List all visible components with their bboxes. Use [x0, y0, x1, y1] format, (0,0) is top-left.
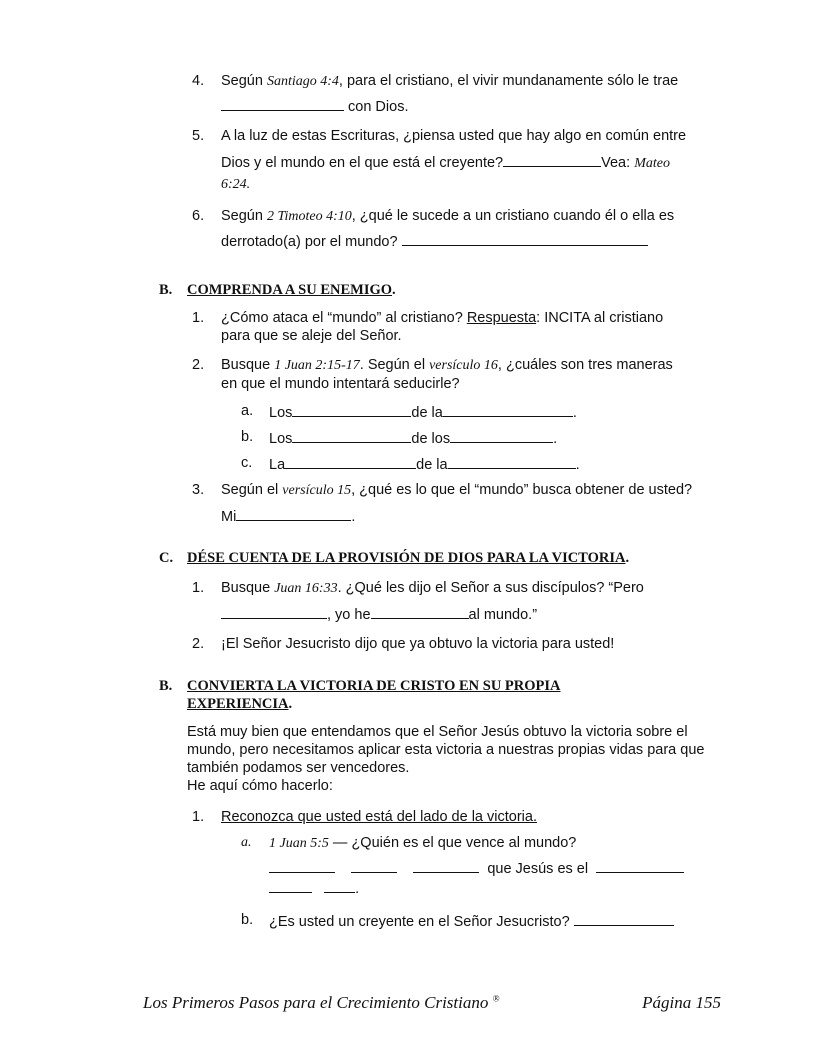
question-3-line2: Mi .: [221, 506, 355, 526]
question-6-text: Según 2 Timoteo 4:10, ¿qué le sucede a un cristiano cuando él o ella es: [221, 208, 675, 224]
answer-blank[interactable]: [292, 428, 411, 443]
question-4-line2: con Dios.: [221, 96, 408, 116]
list-item: 1 Juan 5:5 — ¿Quién es el que vence al mundo?: [269, 835, 577, 851]
answer-blank[interactable]: [221, 96, 344, 111]
scripture-ref: Juan 16:33: [274, 581, 338, 596]
question-1-text: Reconozca que usted está del lado de la victoria.: [221, 809, 537, 825]
answer-blank[interactable]: [221, 604, 327, 619]
question-5-text: A la luz de estas Escrituras, ¿piensa usted que hay algo en común entre: [221, 128, 687, 144]
question-4-text: Según Santiago 4:4, para el cristiano, el vivir mundanamente sólo le trae: [221, 73, 679, 89]
list-item: Los de los .: [269, 428, 557, 448]
question-2-text: Busque 1 Juan 2:15-17. Según el versículo 16, ¿cuáles son tres maneras: [221, 357, 673, 373]
list-item: Los de la .: [269, 402, 577, 422]
answer-blank[interactable]: [450, 428, 553, 443]
item-letter: b.: [241, 912, 254, 928]
question-number: 6.: [192, 208, 205, 224]
answer-blank[interactable]: [269, 858, 335, 873]
list-item: ¿Es usted un creyente en el Señor Jesucristo?: [269, 911, 674, 931]
page-number: Página 155: [642, 993, 721, 1012]
question-2-text: ¡El Señor Jesucristo dijo que ya obtuvo la victoria para usted!: [221, 636, 615, 652]
question-number: 4.: [192, 73, 205, 89]
answer-blank[interactable]: [236, 506, 351, 521]
section-label: C.: [159, 550, 174, 566]
question-number: 3.: [192, 482, 205, 498]
question-1-text: ¿Cómo ataca el “mundo” al cristiano? Respuesta: INCITA al cristiano: [221, 310, 664, 326]
question-1-text: Busque Juan 16:33. ¿Qué les dijo el Señor a sus discípulos? “Pero: [221, 580, 644, 596]
question-1-line2: para que se aleje del Señor.: [221, 328, 402, 344]
scripture-ref: Santiago 4:4: [266, 74, 339, 89]
answer-blank[interactable]: [402, 231, 648, 246]
answer-blank[interactable]: [351, 858, 397, 873]
answer-blank[interactable]: [574, 911, 674, 926]
question-1-line2: , yo he al mundo.”: [221, 604, 537, 624]
answer-blank[interactable]: [269, 878, 312, 893]
section-label: B.: [159, 678, 173, 694]
answer-blank[interactable]: [292, 402, 411, 417]
scripture-ref: 2 Timoteo 4:10: [266, 209, 352, 224]
section-heading: DÉSE CUENTA DE LA PROVISIÓN DE DIOS PARA LA VICTORIA.: [187, 550, 630, 566]
registered-mark: ®: [492, 993, 500, 1004]
paragraph-line: también podamos ser vencedores.: [187, 760, 410, 776]
footer-title: Los Primeros Pasos para el Crecimiento Cristiano ®: [143, 993, 500, 1012]
question-2-line2: en que el mundo intentará seducirle?: [221, 376, 460, 392]
paragraph-line: He aquí cómo hacerlo:: [187, 778, 333, 794]
question-6-line2: derrotado(a) por el mundo?: [221, 231, 648, 251]
paragraph-line: mundo, pero necesitamos aplicar esta victoria a nuestras propias vidas para que: [187, 742, 705, 758]
answer-blank[interactable]: [324, 878, 355, 893]
question-number: 2.: [192, 636, 205, 652]
scripture-ref: 1 Juan 5:5: [269, 836, 329, 851]
answer-blank[interactable]: [413, 858, 479, 873]
list-item-line3: .: [269, 878, 359, 898]
answer-blank[interactable]: [596, 858, 684, 873]
answer-blank[interactable]: [448, 454, 576, 469]
section-heading-line2: EXPERIENCIA.: [187, 696, 293, 712]
question-number: 5.: [192, 128, 205, 144]
item-letter: a.: [241, 835, 252, 850]
item-letter: b.: [241, 429, 254, 445]
item-letter: c.: [241, 455, 253, 471]
list-item: La de la .: [269, 454, 580, 474]
scripture-ref: 1 Juan 2:15-17: [274, 358, 360, 373]
answer-blank[interactable]: [503, 152, 601, 167]
question-number: 2.: [192, 357, 205, 373]
question-number: 1.: [192, 580, 205, 596]
paragraph-line: Está muy bien que entendamos que el Señor Jesús obtuvo la victoria sobre el: [187, 724, 688, 740]
question-number: 1.: [192, 809, 205, 825]
section-heading: CONVIERTA LA VICTORIA DE CRISTO EN SU PROPIA: [187, 678, 561, 694]
scripture-ref: versículo 15: [282, 483, 352, 498]
answer-blank[interactable]: [371, 604, 469, 619]
question-5-line2: Dios y el mundo en el que está el creyente? Vea: Mateo: [221, 152, 670, 173]
scripture-ref: 6:24.: [221, 177, 251, 192]
section-heading: COMPRENDA A SU ENEMIGO.: [187, 282, 396, 298]
list-item-line2: que Jesús es el: [269, 858, 684, 878]
answer-blank[interactable]: [285, 454, 416, 469]
item-letter: a.: [241, 403, 254, 419]
question-3-text: Según el versículo 15, ¿qué es lo que el “mundo” busca obtener de usted?: [221, 482, 693, 498]
question-number: 1.: [192, 310, 205, 326]
answer-blank[interactable]: [443, 402, 573, 417]
section-label: B.: [159, 282, 173, 298]
